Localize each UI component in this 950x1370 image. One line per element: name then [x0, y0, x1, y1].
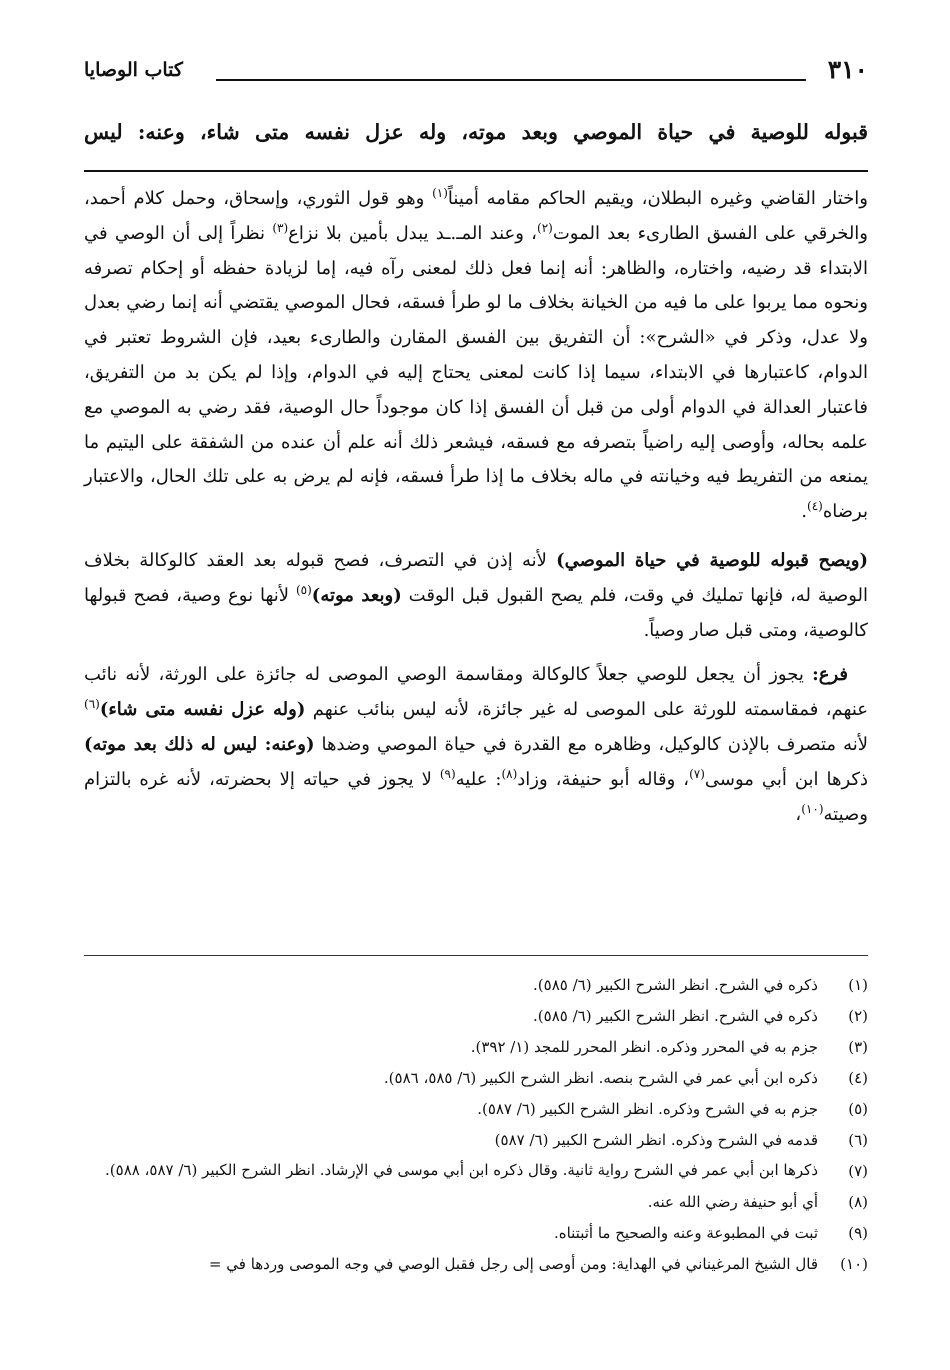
paragraph-text: واختار القاضي وغيره البطلان، ويقيم الحاكم مقامه أميناً — [447, 188, 868, 209]
footnote-number: (٧) — [848, 1162, 868, 1180]
footnote-item — [84, 1094, 868, 1125]
commentary-paragraph — [84, 544, 868, 648]
footnote-item — [84, 970, 868, 1001]
footnote-number: (٦) — [848, 1131, 868, 1149]
footnote-number: (٢) — [848, 1007, 868, 1025]
header-divider — [216, 79, 806, 81]
footnote-text: ذكره في الشرح. انظر الشرح الكبير (٦/ ٥٨٥). — [533, 1007, 818, 1025]
footnote-number: (٥) — [848, 1100, 868, 1118]
book-title: كتاب الوصايا — [84, 59, 183, 81]
footnote-item — [84, 1249, 868, 1280]
footnote-item — [84, 1001, 868, 1032]
commentary-paragraph — [84, 658, 868, 832]
footnote-text: جزم به في الشرح وذكره. انظر الشرح الكبير (٦/ ٥٨٧). — [477, 1100, 818, 1118]
footnote-text: جزم به في المحرر وذكره. انظر المحرر للمجد (١/ ٣٩٢). — [470, 1038, 818, 1056]
footnote-ref: (٨) — [501, 766, 518, 781]
matn-quote: (ويصح قبوله للوصية في حياة الموصي) — [556, 549, 869, 571]
paragraph-text: لا يجوز في حياته إلا بحضرته، لأنه غره بالتزام وصيته — [84, 768, 868, 825]
page-header — [84, 52, 868, 88]
footnote-ref: (٦) — [84, 697, 100, 712]
footnote-ref: (٥) — [295, 582, 312, 597]
footnote-text: ثبت في المطبوعة وعنه والصحيح ما أثبتناه. — [553, 1224, 818, 1242]
footnote-ref: (٤) — [807, 499, 823, 514]
footnote-text: ذكره ابن أبي عمر في الشرح بنصه. انظر الشرح الكبير (٦/ ٥٨٥، ٥٨٦). — [383, 1069, 818, 1087]
paragraph-text: ، — [795, 803, 802, 825]
paragraph-text: وهو قول الثوري، وإسحاق، وحمل كلام أحمد، والخرقي على الفسق الطارىء بعد الموت — [84, 188, 868, 244]
footnotes — [84, 970, 868, 1280]
footnote-item — [84, 1063, 868, 1094]
footnote-number: (٣) — [848, 1038, 868, 1056]
paragraph-text: . — [801, 501, 808, 523]
branch-label: فرع: — [812, 664, 848, 686]
matn-quote: (وله عزل نفسه متى شاء) — [99, 699, 306, 721]
matn-quote: (وعنه: ليس له ذلك بعد موته) — [84, 733, 315, 755]
footnote-ref: (٢) — [537, 220, 553, 235]
footnote-text: ذكره في الشرح. انظر الشرح الكبير (٦/ ٥٨٥). — [533, 976, 818, 994]
footnote-number: (٩) — [848, 1224, 868, 1242]
footnote-number: (١٠) — [840, 1255, 868, 1273]
footnote-ref: (١) — [432, 186, 448, 200]
paragraph-text: ، وقاله أبو حنيفة، وزاد — [517, 768, 690, 790]
footnote-number: (٨) — [848, 1193, 868, 1211]
footnote-ref: (٣) — [272, 220, 289, 235]
commentary-body — [84, 182, 868, 842]
footnote-ref: (١٠) — [801, 801, 824, 816]
footnote-number: (٤) — [848, 1069, 868, 1087]
paragraph-text: لأنها نوع وصية، فصح قبولها كالوصية، ومتى قبل صار وصياً. — [84, 584, 868, 641]
footnote-text: ذكرها ابن أبي عمر في الشرح رواية ثانية. وقال ذكره ابن أبي موسى في الإرشاد. انظر الشرح الكبير (٦/ ٥٨٧، ٥٨٨). — [105, 1161, 818, 1179]
matn-divider — [84, 170, 868, 172]
footnote-item — [84, 1125, 868, 1156]
footnote-ref: (٩) — [439, 766, 456, 781]
commentary-paragraph — [84, 182, 868, 530]
paragraph-text: ذكرها ابن أبي موسى — [704, 768, 868, 790]
footnote-ref: (٧) — [689, 766, 705, 781]
paragraph-text: لأنه متصرف بالإذن كالوكيل، وظاهره مع القدرة في حياة الموصي وضدها — [314, 733, 868, 755]
footnote-item — [84, 1187, 868, 1218]
footnote-text: أي أبو حنيفة رضي الله عنه. — [647, 1193, 818, 1211]
footnote-item — [84, 1032, 868, 1063]
page-number: ٣١٠ — [827, 55, 868, 84]
matn-text: قبوله للوصية في حياة الموصي وبعد موته، وله عزل نفسه متى شاء، وعنه: ليس — [84, 120, 868, 144]
matn-quote: (وبعد موته) — [311, 584, 402, 606]
paragraph-text: يجوز أن يجعل للوصي جعلاً كالوكالة ومقاسمة الوصي الموصى له جائزة على الورثة، لأنه نائب عنهم، فمقاسمته للورثة على الموصى له غير جائزة، لأنه ليس بنائب عنهم — [84, 664, 869, 721]
paragraph-text: ، وعند المـ.ـد يبدل بأمين بلا نزاع — [288, 222, 537, 244]
footnote-number: (١) — [848, 976, 868, 994]
paragraph-text: نظراً إلى أن الوصي في الابتداء قد رضيه، واختاره، والظاهر: أنه إنما فعل ذلك لمعنى رآه فيه، إما لزيادة حفظه أو إحكام تصرفه ونحوه مما يربوا على ما فيه من الخيانة بخلاف ما لو طرأ فسقه، فحال الموصي يقتضي أنه إنما رضي بعدل ولا عدل، وذكر في «الشرح»: أن التفريق بين الفسق المقارن والطارىء بعيد، فإن الشروط تعتبر في الدوام، كاعتبارها في الابتداء، سيما إذا كانت لمعنى يحتاج إليه في الدوام، وإذا لم يكن بد من التفريق، فاعتبار العدالة في الدوام أولى من قبل أن الفسق إذا كان موجوداً حال الوصية، فقد رضي به الموصي مع علمه بحاله، وأوصى إليه راضياً بتصرفه مع فسقه، فيشعر ذلك أنه علم أن عنده من الشفقة على اليتيم ما يمنعه من التفريط فيه وخيانته في ماله بخلاف ما إذا طرأ فسقه، فإنه لم يرض به على تلك الحال، والاعتبار برضاه — [84, 222, 868, 523]
footnote-item — [84, 1218, 868, 1249]
footnote-text: قال الشيخ المرغيناني في الهداية: ومن أوصى إلى رجل فقبل الوصي في وجه الموصى وردها في = — [208, 1255, 818, 1273]
paragraph-text: لأنه إذن في التصرف، فصح قبوله بعد العقد كالوكالة بخلاف الوصية له، فإنها تمليك في وقت، فلم يصح القبول قبل الوقت — [84, 549, 869, 606]
footnote-divider — [84, 955, 868, 956]
paragraph-text: : عليه — [455, 768, 502, 790]
footnote-item — [84, 1156, 868, 1187]
footnote-text: قدمه في الشرح وذكره. انظر الشرح الكبير (٦/ ٥٨٧) — [494, 1131, 818, 1149]
